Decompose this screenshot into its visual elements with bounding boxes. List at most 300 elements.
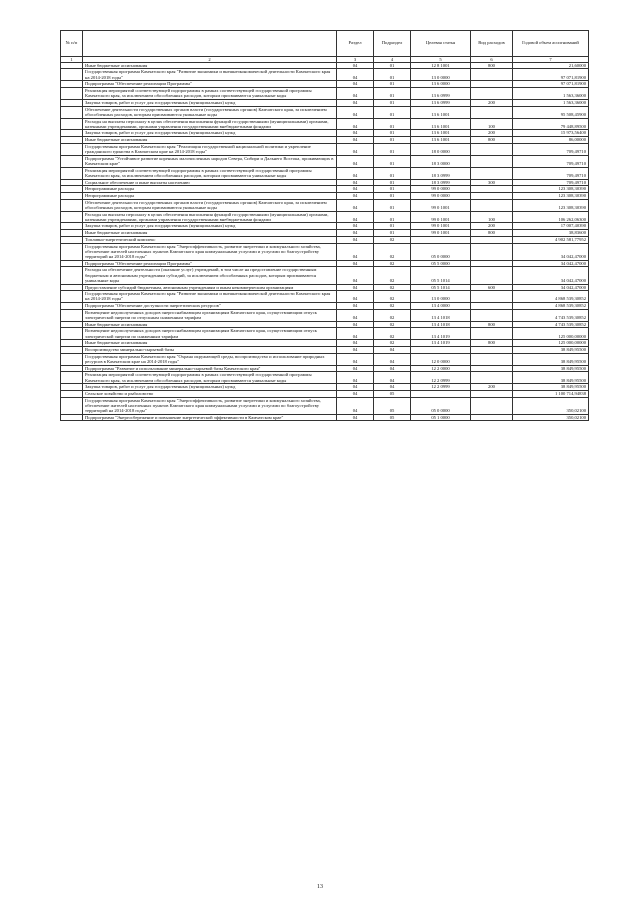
- row-number: [61, 384, 83, 391]
- row-podrazdel: 01: [374, 179, 411, 186]
- row-celevaya-statya: 99 0 1001: [411, 199, 471, 211]
- row-name: Топливно-энергетический комплекс: [83, 236, 337, 243]
- row-name: Обеспечение деятельности государственных органов власти (государственных органов) Камчатского края, за исключением обособленных расходов, которым присваиваются уникальные коды: [83, 106, 337, 118]
- row-sum: 4 743 539,30852: [513, 309, 589, 321]
- row-number: [61, 236, 83, 243]
- row-celevaya-statya: 18 3 0999: [411, 167, 471, 179]
- row-sum: 123 308,30390: [513, 199, 589, 211]
- table-row: [61, 372, 589, 384]
- row-sum: 350,02100: [513, 414, 589, 421]
- row-celevaya-statya: 13 4 0000: [411, 303, 471, 310]
- row-podrazdel: 01: [374, 99, 411, 106]
- row-sum: 4 868 539,30852: [513, 303, 589, 310]
- row-razdel: 04: [337, 88, 374, 100]
- row-razdel: 04: [337, 130, 374, 137]
- budget-table: [60, 30, 589, 421]
- row-celevaya-statya: 05 1 0000: [411, 414, 471, 421]
- row-vid-rashodov: 100: [471, 211, 513, 223]
- row-sum: 709,49710: [513, 155, 589, 167]
- row-number: [61, 223, 83, 230]
- row-podrazdel: 02: [374, 303, 411, 310]
- row-celevaya-statya: 13 6 1001: [411, 130, 471, 137]
- row-razdel: 04: [337, 340, 374, 347]
- row-name: Государственная программа Камчатского края "Развитие экономики и внешнеэкономической деятельности Камчатского края на 2014-2018 годы": [83, 69, 337, 81]
- row-razdel: 04: [337, 192, 374, 199]
- row-sum: 709,49710: [513, 167, 589, 179]
- header-no: № п/п: [61, 31, 83, 57]
- row-celevaya-statya: 12 8 1001: [411, 62, 471, 69]
- row-razdel: 04: [337, 384, 374, 391]
- row-sum: 4 743 539,30852: [513, 321, 589, 328]
- table-row: [61, 199, 589, 211]
- row-vid-rashodov: [471, 88, 513, 100]
- row-razdel: 04: [337, 347, 374, 354]
- table-row: [61, 309, 589, 321]
- row-celevaya-statya: 18 3 0999: [411, 179, 471, 186]
- table-row: [61, 284, 589, 291]
- table-row: [61, 397, 589, 414]
- column-number: 7: [513, 56, 589, 62]
- row-celevaya-statya: 99 0 1001: [411, 223, 471, 230]
- row-number: [61, 155, 83, 167]
- row-sum: 34 042,47000: [513, 243, 589, 260]
- table-row: [61, 69, 589, 81]
- row-sum: 38 849,95500: [513, 365, 589, 372]
- row-razdel: 04: [337, 260, 374, 267]
- row-sum: 95 508,45900: [513, 106, 589, 118]
- row-number: [61, 106, 83, 118]
- row-name: Возмещение недополученных доходов энергоснабжающим организациям Камчатского края, осуществляющим отпуск электрической энергии по сниженным тарифам: [83, 328, 337, 340]
- row-razdel: 04: [337, 179, 374, 186]
- row-number: [61, 309, 83, 321]
- row-sum: 709,49710: [513, 179, 589, 186]
- row-sum: 125 000,00000: [513, 340, 589, 347]
- table-row: [61, 167, 589, 179]
- row-name: Непрограммные расходы: [83, 186, 337, 193]
- row-number: [61, 267, 83, 284]
- row-razdel: 04: [337, 414, 374, 421]
- row-podrazdel: 01: [374, 88, 411, 100]
- row-number: [61, 414, 83, 421]
- row-podrazdel: 01: [374, 211, 411, 223]
- row-name: Подпрограмма "Обеспечение реализации Программы": [83, 81, 337, 88]
- row-razdel: 04: [337, 365, 374, 372]
- header-razdel: Раздел: [337, 31, 374, 57]
- row-sum: 34 042,47000: [513, 267, 589, 284]
- row-sum: 97 071,81900: [513, 81, 589, 88]
- row-sum: 38 849,95500: [513, 347, 589, 354]
- row-number: [61, 192, 83, 199]
- row-razdel: 04: [337, 118, 374, 130]
- row-celevaya-statya: 99 0 0000: [411, 192, 471, 199]
- row-razdel: 04: [337, 328, 374, 340]
- budget-table-sheet: [60, 30, 588, 421]
- row-razdel: 04: [337, 321, 374, 328]
- row-vid-rashodov: [471, 243, 513, 260]
- row-razdel: 04: [337, 167, 374, 179]
- row-name: Реализация мероприятий соответствующей подпрограммы в рамках соответствующей государственной программы Камчатского края, за исключением обособленных расходов, которым присваиваются уникальные коды: [83, 88, 337, 100]
- row-podrazdel: 01: [374, 118, 411, 130]
- row-razdel: 04: [337, 137, 374, 144]
- row-number: [61, 303, 83, 310]
- row-podrazdel: 04: [374, 353, 411, 365]
- header-vid: Вид расходов: [471, 31, 513, 57]
- column-number: 5: [411, 56, 471, 62]
- row-number: [61, 397, 83, 414]
- row-name: Подпрограмма "Обеспечение доступности энергетических ресурсов": [83, 303, 337, 310]
- row-podrazdel: 01: [374, 130, 411, 137]
- row-vid-rashodov: 800: [471, 321, 513, 328]
- row-celevaya-statya: 05 5 0000: [411, 260, 471, 267]
- table-row: [61, 353, 589, 365]
- table-row: [61, 260, 589, 267]
- row-vid-rashodov: [471, 143, 513, 155]
- row-podrazdel: 01: [374, 106, 411, 118]
- row-razdel: 04: [337, 69, 374, 81]
- row-podrazdel: 02: [374, 340, 411, 347]
- row-podrazdel: 02: [374, 236, 411, 243]
- column-number: 6: [471, 56, 513, 62]
- row-name: Государственная программа Камчатского края "Развитие экономики и внешнеэкономической деятельности Камчатского края на 2014-2018 годы": [83, 291, 337, 303]
- column-number: 3: [337, 56, 374, 62]
- row-name: Сельское хозяйство и рыболовство: [83, 390, 337, 397]
- row-celevaya-statya: 12 2 0000: [411, 365, 471, 372]
- table-row: [61, 230, 589, 237]
- row-vid-rashodov: 800: [471, 137, 513, 144]
- row-name: Подпрограмма "Энергосбережение и повышение энергетической эффективности в Камчатском крае": [83, 414, 337, 421]
- row-sum: 38 849,95500: [513, 372, 589, 384]
- row-podrazdel: 05: [374, 390, 411, 397]
- page-number: 13: [317, 884, 323, 890]
- row-name: Подпрограмма "Развитие и использование минерально-сырьевой базы Камчатского края": [83, 365, 337, 372]
- row-celevaya-statya: 99 0 1001: [411, 211, 471, 223]
- row-vid-rashodov: 300: [471, 179, 513, 186]
- row-celevaya-statya: 13 0 0000: [411, 291, 471, 303]
- table-row: [61, 186, 589, 193]
- table-body: [61, 62, 589, 421]
- row-number: [61, 284, 83, 291]
- table-row: [61, 328, 589, 340]
- row-number: [61, 390, 83, 397]
- row-celevaya-statya: 18 0 0000: [411, 143, 471, 155]
- row-name: Государственная программа Камчатского края "Охрана окружающей среды, воспроизводство и использование природных ресурсов в Камчатском крае на 2014-2018 годы": [83, 353, 337, 365]
- table-row: [61, 81, 589, 88]
- row-podrazdel: 04: [374, 347, 411, 354]
- row-number: [61, 118, 83, 130]
- row-podrazdel: 01: [374, 192, 411, 199]
- row-sum: 1 563,36000: [513, 99, 589, 106]
- row-podrazdel: 01: [374, 230, 411, 237]
- row-number: [61, 143, 83, 155]
- row-celevaya-statya: 05 0 0000: [411, 397, 471, 414]
- row-podrazdel: 01: [374, 81, 411, 88]
- row-razdel: 04: [337, 397, 374, 414]
- row-celevaya-statya: 12 2 0999: [411, 372, 471, 384]
- row-razdel: 04: [337, 390, 374, 397]
- row-sum: 709,49710: [513, 143, 589, 155]
- row-sum: 97 071,81900: [513, 69, 589, 81]
- row-sum: 38 849,95500: [513, 384, 589, 391]
- row-podrazdel: 02: [374, 309, 411, 321]
- row-celevaya-statya: 13 6 0000: [411, 81, 471, 88]
- row-number: [61, 211, 83, 223]
- table-row: [61, 118, 589, 130]
- row-vid-rashodov: [471, 167, 513, 179]
- row-sum: 34 042,47000: [513, 260, 589, 267]
- row-vid-rashodov: [471, 155, 513, 167]
- row-vid-rashodov: [471, 199, 513, 211]
- row-sum: 86,00000: [513, 137, 589, 144]
- column-number: 1: [61, 56, 83, 62]
- row-celevaya-statya: 13 4 1018: [411, 321, 471, 328]
- row-vid-rashodov: 200: [471, 130, 513, 137]
- row-razdel: 04: [337, 230, 374, 237]
- row-razdel: 04: [337, 62, 374, 69]
- row-celevaya-statya: 13 6 1001: [411, 106, 471, 118]
- row-sum: 4 868 539,30852: [513, 291, 589, 303]
- table-row: [61, 390, 589, 397]
- row-razdel: 04: [337, 143, 374, 155]
- row-vid-rashodov: [471, 347, 513, 354]
- row-sum: 1 563,36000: [513, 88, 589, 100]
- row-podrazdel: 01: [374, 143, 411, 155]
- row-vid-rashodov: [471, 390, 513, 397]
- row-podrazdel: 02: [374, 243, 411, 260]
- row-sum: 79 448,89500: [513, 118, 589, 130]
- row-razdel: 04: [337, 353, 374, 365]
- row-number: [61, 199, 83, 211]
- row-razdel: 04: [337, 284, 374, 291]
- row-vid-rashodov: [471, 309, 513, 321]
- row-name: Подпрограмма "Устойчивое развитие коренных малочисленных народов Севера, Сибири и Дальнего Востока, проживающих в Камчатском крае": [83, 155, 337, 167]
- row-vid-rashodov: 200: [471, 384, 513, 391]
- table-row: [61, 236, 589, 243]
- row-vid-rashodov: [471, 260, 513, 267]
- row-number: [61, 99, 83, 106]
- row-celevaya-statya: 05 5 1014: [411, 267, 471, 284]
- row-podrazdel: 02: [374, 267, 411, 284]
- row-celevaya-statya: 13 4 1019: [411, 328, 471, 340]
- row-number: [61, 347, 83, 354]
- row-sum: 34 042,47000: [513, 284, 589, 291]
- row-number: [61, 230, 83, 237]
- table-row: [61, 243, 589, 260]
- row-name: Закупка товаров, работ и услуг для государственных (муниципальных) нужд: [83, 223, 337, 230]
- row-podrazdel: 01: [374, 223, 411, 230]
- row-razdel: 04: [337, 303, 374, 310]
- row-podrazdel: 02: [374, 260, 411, 267]
- row-razdel: 04: [337, 223, 374, 230]
- row-podrazdel: 01: [374, 199, 411, 211]
- row-number: [61, 321, 83, 328]
- row-vid-rashodov: [471, 106, 513, 118]
- row-sum: 15 973,56400: [513, 130, 589, 137]
- table-row: [61, 130, 589, 137]
- row-podrazdel: 04: [374, 365, 411, 372]
- row-number: [61, 340, 83, 347]
- row-razdel: 04: [337, 99, 374, 106]
- row-podrazdel: 01: [374, 69, 411, 81]
- row-name: Иные бюджетные ассигнования: [83, 137, 337, 144]
- row-vid-rashodov: [471, 414, 513, 421]
- row-name: Закупка товаров, работ и услуг для государственных (муниципальных) нужд: [83, 130, 337, 137]
- table-row: [61, 211, 589, 223]
- row-podrazdel: 02: [374, 328, 411, 340]
- table-row: [61, 414, 589, 421]
- row-vid-rashodov: 800: [471, 62, 513, 69]
- row-vid-rashodov: [471, 303, 513, 310]
- table-row: [61, 155, 589, 167]
- row-podrazdel: 04: [374, 384, 411, 391]
- table-row: [61, 291, 589, 303]
- table-row: [61, 88, 589, 100]
- table-row: [61, 106, 589, 118]
- row-name: Государственная программа Камчатского края "Энергоэффективность, развитие энергетики и коммунального хозяйства, обеспечение жителей населенных пунктов Камчатского края коммунальными услугами и услугами по благоустройству территорий на 2014-2018 годы": [83, 397, 337, 414]
- row-sum: 4 902 581,77952: [513, 236, 589, 243]
- row-name: Обеспечение деятельности государственных органов власти (государственных органов) Камчатского края, за исключением обособленных расходов, которым присваиваются уникальные коды: [83, 199, 337, 211]
- row-podrazdel: 01: [374, 62, 411, 69]
- row-name: Государственная программа Камчатского края "Энергоэффективность, развитие энергетики и коммунального хозяйства, обеспечение жителей населенных пунктов Камчатского края коммунальными услугами и услугами по благоустройству территорий на 2014-2018 годы": [83, 243, 337, 260]
- row-name: Реализация мероприятий соответствующей подпрограммы в рамках соответствующей государственной программы Камчатского края, за исключением обособленных расходов, которым присваиваются уникальные коды: [83, 372, 337, 384]
- row-name: Расходы на выплаты персоналу в целях обеспечения выполнения функций государственными (муниципальными) органами, казенными учреждениями, органами управления государственными внебюджетными фондами: [83, 118, 337, 130]
- table-row: [61, 137, 589, 144]
- row-celevaya-statya: 13 6 1001: [411, 137, 471, 144]
- row-celevaya-statya: 99 0 0000: [411, 186, 471, 193]
- header-celevaya: Целевая статья: [411, 31, 471, 57]
- table-row: [61, 340, 589, 347]
- row-razdel: 04: [337, 186, 374, 193]
- row-sum: 350,02100: [513, 397, 589, 414]
- row-celevaya-statya: 13 0 0000: [411, 69, 471, 81]
- row-number: [61, 81, 83, 88]
- row-podrazdel: 05: [374, 397, 411, 414]
- row-number: [61, 137, 83, 144]
- row-name: Реализация мероприятий соответствующей подпрограммы в рамках соответствующей государственной программы Камчатского края, за исключением обособленных расходов, которым присваиваются уникальные коды: [83, 167, 337, 179]
- table-row: [61, 192, 589, 199]
- row-podrazdel: 02: [374, 321, 411, 328]
- row-vid-rashodov: [471, 69, 513, 81]
- row-vid-rashodov: 100: [471, 118, 513, 130]
- row-number: [61, 167, 83, 179]
- header-sum: Годовой объем ассигнований: [513, 31, 589, 57]
- row-sum: 17 007,40390: [513, 223, 589, 230]
- row-sum: 1 100 714,94838: [513, 390, 589, 397]
- row-vid-rashodov: [471, 186, 513, 193]
- row-celevaya-statya: 13 6 1001: [411, 118, 471, 130]
- row-name: Иные бюджетные ассигнования: [83, 230, 337, 237]
- row-number: [61, 186, 83, 193]
- table-row: [61, 267, 589, 284]
- row-razdel: 04: [337, 291, 374, 303]
- row-celevaya-statya: [411, 347, 471, 354]
- row-podrazdel: 01: [374, 137, 411, 144]
- row-sum: 123 308,30390: [513, 192, 589, 199]
- row-celevaya-statya: [411, 236, 471, 243]
- table-row: [61, 179, 589, 186]
- row-razdel: 04: [337, 309, 374, 321]
- row-celevaya-statya: [411, 390, 471, 397]
- row-razdel: 04: [337, 236, 374, 243]
- row-razdel: 04: [337, 155, 374, 167]
- row-vid-rashodov: [471, 353, 513, 365]
- row-podrazdel: 05: [374, 414, 411, 421]
- row-name: Государственная программа Камчатского края "Реализация государственной национальной политики и укрепление гражданского единства в Камчатском крае на 2014-2018 годы": [83, 143, 337, 155]
- row-vid-rashodov: 200: [471, 99, 513, 106]
- row-name: Социальное обеспечение и иные выплаты населению: [83, 179, 337, 186]
- header-podrazdel: Подраздел: [374, 31, 411, 57]
- row-name: Иные бюджетные ассигнования: [83, 340, 337, 347]
- row-celevaya-statya: 13 6 0999: [411, 88, 471, 100]
- row-sum: 123 308,30390: [513, 186, 589, 193]
- row-vid-rashodov: [471, 192, 513, 199]
- row-razdel: 04: [337, 211, 374, 223]
- row-vid-rashodov: 800: [471, 230, 513, 237]
- row-name: Возмещение недополученных доходов энергоснабжающим организациям Камчатского края, осуществляющим отпуск электрической энергии по отпускным сниженным тарифам: [83, 309, 337, 321]
- row-vid-rashodov: 600: [471, 284, 513, 291]
- row-celevaya-statya: 05 0 0000: [411, 243, 471, 260]
- row-vid-rashodov: 800: [471, 340, 513, 347]
- row-podrazdel: 01: [374, 167, 411, 179]
- row-number: [61, 88, 83, 100]
- row-podrazdel: 02: [374, 284, 411, 291]
- row-celevaya-statya: 13 4 1019: [411, 340, 471, 347]
- row-sum: 106 262,06300: [513, 211, 589, 223]
- row-name: Воспроизводство минерально-сырьевой базы: [83, 347, 337, 354]
- row-number: [61, 328, 83, 340]
- row-podrazdel: 01: [374, 155, 411, 167]
- row-vid-rashodov: [471, 397, 513, 414]
- row-vid-rashodov: [471, 236, 513, 243]
- row-sum: 38 849,95500: [513, 353, 589, 365]
- row-name: Закупка товаров, работ и услуг для государственных (муниципальных) нужд: [83, 384, 337, 391]
- row-name: Подпрограмма "Обеспечение реализации Программы": [83, 260, 337, 267]
- row-number: [61, 179, 83, 186]
- row-vid-rashodov: [471, 81, 513, 88]
- table-row: [61, 99, 589, 106]
- row-vid-rashodov: [471, 365, 513, 372]
- column-number: 4: [374, 56, 411, 62]
- row-razdel: 04: [337, 106, 374, 118]
- row-number: [61, 353, 83, 365]
- row-celevaya-statya: 12 0 0000: [411, 353, 471, 365]
- table-row: [61, 365, 589, 372]
- row-razdel: 04: [337, 267, 374, 284]
- row-name: Расходы на выплаты персоналу в целях обеспечения выполнения функций государственными (муниципальными) органами, казенными учреждениями, органами управления государственными внебюджетными фондами: [83, 211, 337, 223]
- header-name: [83, 31, 337, 57]
- table-row: [61, 143, 589, 155]
- column-number: 2: [83, 56, 337, 62]
- row-celevaya-statya: 13 6 0999: [411, 99, 471, 106]
- row-celevaya-statya: 18 3 0000: [411, 155, 471, 167]
- row-vid-rashodov: 200: [471, 223, 513, 230]
- row-number: [61, 130, 83, 137]
- table-row: [61, 223, 589, 230]
- row-podrazdel: 04: [374, 372, 411, 384]
- row-name: Расходы на обеспечение деятельности (оказание услуг) учреждений, в том числе на предоставление государственным бюджетным и автономным учреждениям субсидий, за исключением обособленных расходов, которым присваиваются уникальные коды: [83, 267, 337, 284]
- table-row: [61, 62, 589, 69]
- row-number: [61, 291, 83, 303]
- row-number: [61, 69, 83, 81]
- row-celevaya-statya: 13 4 1018: [411, 309, 471, 321]
- table-row: [61, 303, 589, 310]
- row-name: Иные бюджетные ассигнования: [83, 62, 337, 69]
- row-razdel: 04: [337, 372, 374, 384]
- row-name: Иные бюджетные ассигнования: [83, 321, 337, 328]
- row-vid-rashodov: [471, 291, 513, 303]
- row-razdel: 04: [337, 243, 374, 260]
- row-razdel: 04: [337, 199, 374, 211]
- header-row: [61, 31, 589, 57]
